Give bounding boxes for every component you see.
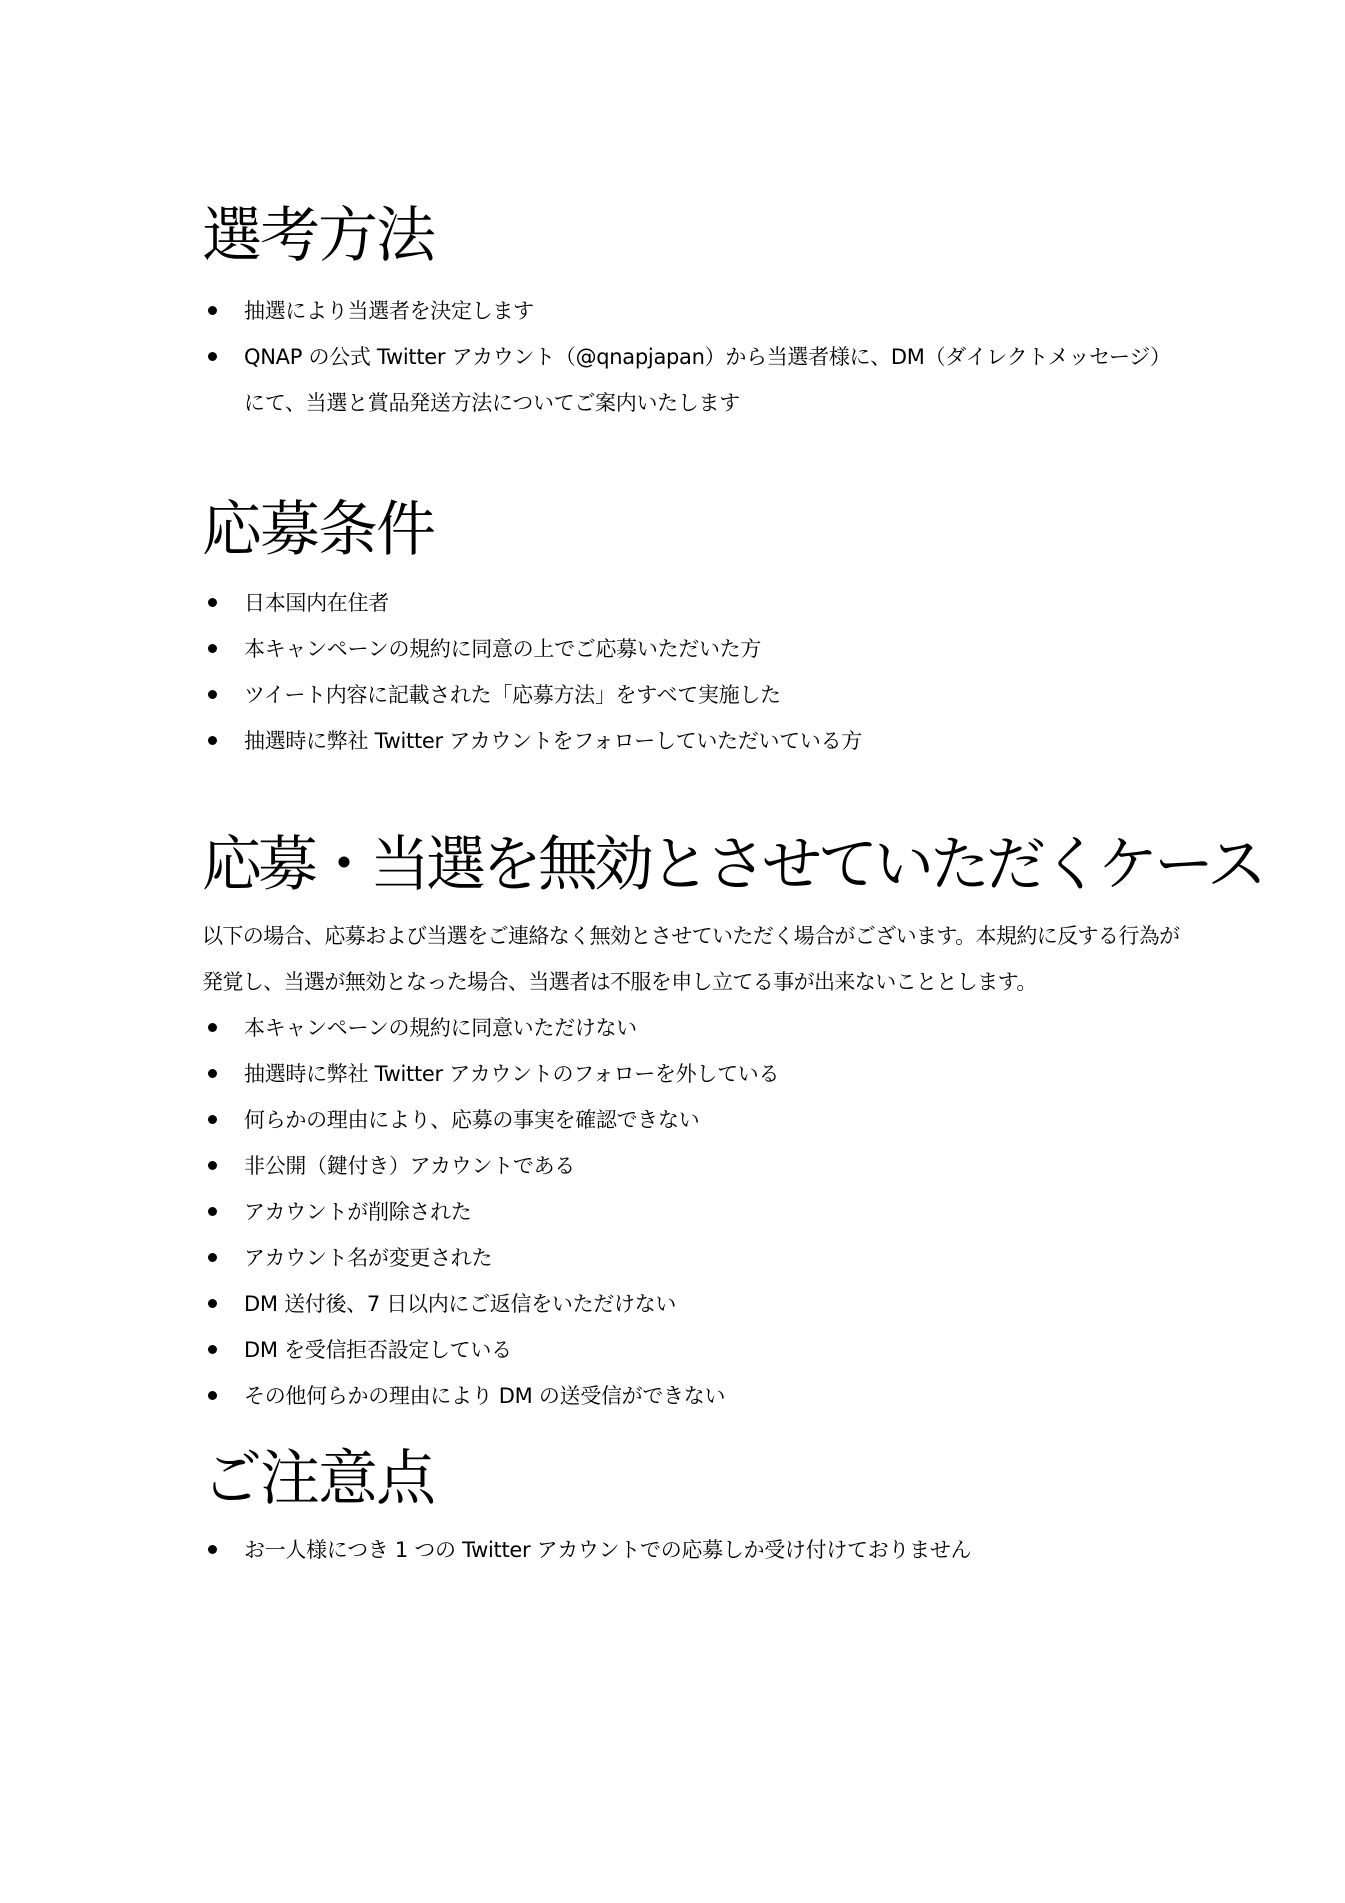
bullet-icon: [208, 1207, 217, 1216]
bullet-icon: [208, 352, 217, 361]
bullet-icon: [208, 736, 217, 745]
bullet-icon: [208, 1299, 217, 1308]
selection-method-list: [202, 288, 1162, 426]
list-item: DM を受信拒否設定している: [202, 1327, 1162, 1373]
section-heading-invalid-cases: 応募・当選を無効とさせていただくケース: [202, 830, 1263, 900]
section-heading-notes: ご注意点: [202, 1444, 434, 1514]
list-item: 日本国内在住者: [202, 580, 1162, 626]
invalid-cases-paragraph: 以下の場合、応募および当選をご連絡なく無効とさせていただく場合がございます。本規約に反する行為が発覚し、当選が無効となった場合、当選者は不服を申し立てる事が出来ないこととします。: [202, 924, 1180, 994]
bullet-icon: [208, 598, 217, 607]
bullet-icon: [208, 690, 217, 699]
list-item: 抽選により当選者を決定します: [202, 288, 1162, 334]
list-item: 抽選時に弊社 Twitter アカウントのフォローを外している: [202, 1051, 1162, 1097]
invalid-cases-list: [202, 1005, 1162, 1419]
bullet-icon: [208, 1023, 217, 1032]
entry-conditions-list: [202, 580, 1162, 764]
bullet-icon: [208, 1161, 217, 1170]
list-item: アカウントが削除された: [202, 1189, 1162, 1235]
list-item: ツイート内容に記載された「応募方法」をすべて実施した: [202, 672, 1162, 718]
list-item: 何らかの理由により、応募の事実を確認できない: [202, 1097, 1162, 1143]
notes-list: [202, 1527, 1162, 1573]
section-heading-entry-conditions: 応募条件: [202, 495, 434, 565]
bullet-icon: [208, 1545, 217, 1554]
list-item: 本キャンペーンの規約に同意の上でご応募いただいた方: [202, 626, 1162, 672]
bullet-icon: [208, 1391, 217, 1400]
list-item: DM 送付後、7 日以内にご返信をいただけない: [202, 1281, 1162, 1327]
list-item: アカウント名が変更された: [202, 1235, 1162, 1281]
list-item: お一人様につき 1 つの Twitter アカウントでの応募しか受け付けておりません: [202, 1527, 1162, 1573]
list-item: 非公開（鍵付き）アカウントである: [202, 1143, 1162, 1189]
section-heading-selection-method: 選考方法: [202, 201, 434, 271]
bullet-icon: [208, 306, 217, 315]
bullet-icon: [208, 644, 217, 653]
list-item: 本キャンペーンの規約に同意いただけない: [202, 1005, 1162, 1051]
bullet-icon: [208, 1253, 217, 1262]
bullet-icon: [208, 1069, 217, 1078]
list-item: QNAP の公式 Twitter アカウント（@qnapjapan）から当選者様に、DM（ダイレクトメッセージ）にて、当選と賞品発送方法についてご案内いたします: [202, 334, 1162, 426]
bullet-icon: [208, 1115, 217, 1124]
bullet-icon: [208, 1345, 217, 1354]
list-item: その他何らかの理由により DM の送受信ができない: [202, 1373, 1162, 1419]
list-item: 抽選時に弊社 Twitter アカウントをフォローしていただいている方: [202, 718, 1162, 764]
